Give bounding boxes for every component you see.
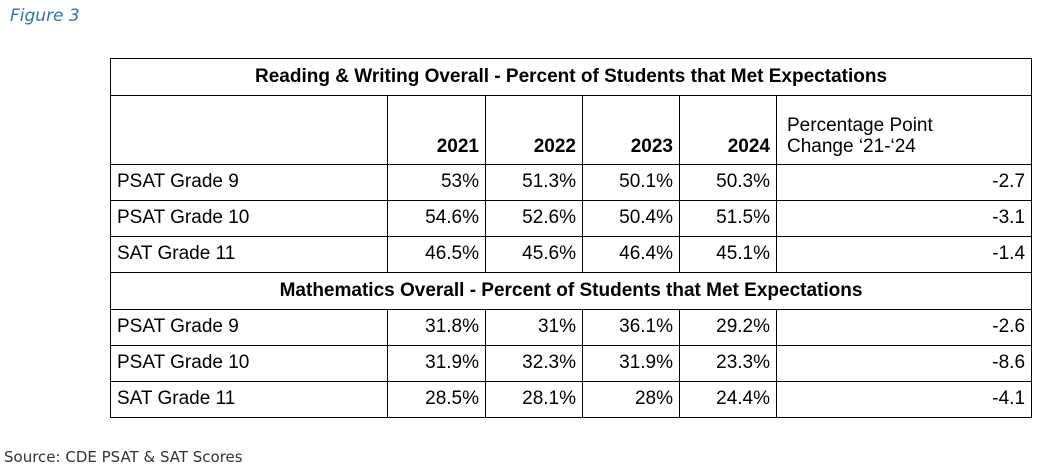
header-2022: 2022 — [486, 96, 583, 165]
cell-2024: 51.5% — [680, 201, 777, 237]
header-row — [111, 96, 1032, 165]
cell-2023: 36.1% — [583, 310, 680, 346]
cell-2022: 51.3% — [486, 165, 583, 201]
cell-2021: 28.5% — [388, 382, 486, 418]
cell-2023: 31.9% — [583, 346, 680, 382]
cell-2024: 24.4% — [680, 382, 777, 418]
cell-change: -1.4 — [777, 237, 1032, 273]
header-blank — [111, 96, 388, 165]
cell-2024: 29.2% — [680, 310, 777, 346]
row-label: SAT Grade 11 — [111, 237, 388, 273]
table-row — [111, 382, 1032, 418]
cell-2022: 31% — [486, 310, 583, 346]
header-2023: 2023 — [583, 96, 680, 165]
table-row — [111, 237, 1032, 273]
section-title: Reading & Writing Overall - Percent of Students that Met Expectations — [111, 59, 1032, 96]
header-2021: 2021 — [388, 96, 486, 165]
section-title-row — [111, 273, 1032, 310]
cell-2022: 32.3% — [486, 346, 583, 382]
header-change-line2: Change ‘21-‘24 — [787, 136, 916, 158]
cell-change: -2.6 — [777, 310, 1032, 346]
cell-2021: 31.9% — [388, 346, 486, 382]
row-label: PSAT Grade 9 — [111, 165, 388, 201]
row-label: PSAT Grade 10 — [111, 346, 388, 382]
cell-2021: 46.5% — [388, 237, 486, 273]
cell-2022: 45.6% — [486, 237, 583, 273]
cell-2022: 52.6% — [486, 201, 583, 237]
section-title-row — [111, 59, 1032, 96]
cell-2021: 31.8% — [388, 310, 486, 346]
table-row — [111, 201, 1032, 237]
cell-2023: 46.4% — [583, 237, 680, 273]
table-row — [111, 346, 1032, 382]
cell-change: -4.1 — [777, 382, 1032, 418]
cell-change: -2.7 — [777, 165, 1032, 201]
cell-change: -3.1 — [777, 201, 1032, 237]
cell-2021: 54.6% — [388, 201, 486, 237]
section-title: Mathematics Overall - Percent of Students that Met Expectations — [111, 273, 1032, 310]
header-change-line1: Percentage Point — [787, 115, 933, 137]
source-note: Source: CDE PSAT & SAT Scores — [4, 448, 243, 466]
cell-2021: 53% — [388, 165, 486, 201]
cell-change: -8.6 — [777, 346, 1032, 382]
cell-2024: 50.3% — [680, 165, 777, 201]
row-label: SAT Grade 11 — [111, 382, 388, 418]
cell-2024: 23.3% — [680, 346, 777, 382]
row-label: PSAT Grade 9 — [111, 310, 388, 346]
row-label: PSAT Grade 10 — [111, 201, 388, 237]
cell-2024: 45.1% — [680, 237, 777, 273]
cell-2023: 50.1% — [583, 165, 680, 201]
figure-label: Figure 3 — [10, 6, 80, 26]
cell-2023: 50.4% — [583, 201, 680, 237]
header-change — [777, 96, 1032, 165]
table-row — [111, 165, 1032, 201]
cell-2022: 28.1% — [486, 382, 583, 418]
table-row — [111, 310, 1032, 346]
header-2024: 2024 — [680, 96, 777, 165]
scores-table — [110, 58, 1032, 418]
cell-2023: 28% — [583, 382, 680, 418]
